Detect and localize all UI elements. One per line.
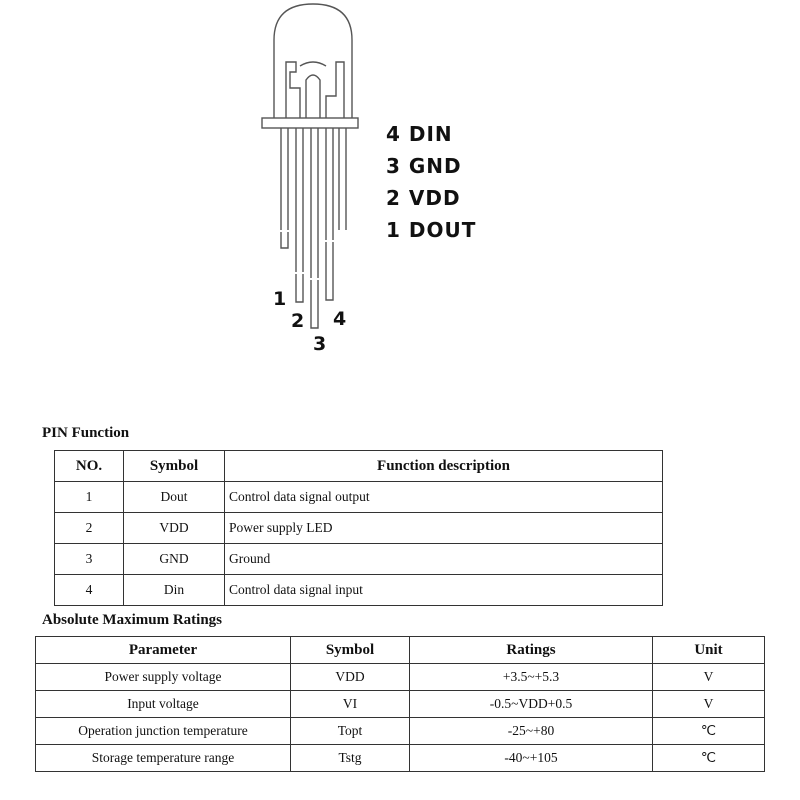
- lead-number-2: 2: [291, 310, 305, 332]
- pin-function-table: [54, 450, 663, 606]
- lead-number-1: 1: [273, 288, 287, 310]
- header-symbol: Symbol: [124, 451, 225, 482]
- header-symbol: Symbol: [291, 637, 410, 664]
- table-row: Operation junction temperature Topt -25~+80 ℃: [36, 718, 765, 745]
- header-function: Function description: [225, 451, 663, 482]
- header-unit: Unit: [653, 637, 765, 664]
- table-row: Storage temperature range Tstg -40~+105 ℃: [36, 745, 765, 772]
- header-parameter: Parameter: [36, 637, 291, 664]
- header-ratings: Ratings: [410, 637, 653, 664]
- table-row: 3 GND Ground: [55, 544, 663, 575]
- pin-legend-item: 2 VDD: [386, 186, 461, 210]
- table-row: 4 Din Control data signal input: [55, 575, 663, 606]
- pin-legend: [386, 118, 476, 246]
- lead-number-4: 4: [333, 308, 347, 330]
- table-row: 2 VDD Power supply LED: [55, 513, 663, 544]
- lead-2: [296, 128, 303, 302]
- pin-legend-item: 1 DOUT: [386, 218, 477, 242]
- table-row: 1 Dout Control data signal output: [55, 482, 663, 513]
- lead-number-3: 3: [313, 333, 327, 355]
- table-header-row: [36, 637, 765, 664]
- abs-max-title: Absolute Maximum Ratings: [42, 612, 223, 628]
- led-leadframe: [286, 62, 344, 118]
- led-flange: [262, 118, 358, 128]
- table-row: Power supply voltage VDD +3.5~+5.3 V: [36, 664, 765, 691]
- header-no: NO.: [55, 451, 124, 482]
- pin-legend-item: 3 GND: [386, 154, 462, 178]
- lead-1: [281, 128, 288, 248]
- lead-4: [326, 128, 333, 300]
- table-header-row: [55, 451, 663, 482]
- pin-legend-item: 4 DIN: [386, 122, 453, 146]
- lead-3: [311, 128, 318, 328]
- pin-function-title: PIN Function: [42, 425, 130, 441]
- table-row: Input voltage VI -0.5~VDD+0.5 V: [36, 691, 765, 718]
- abs-max-table: [35, 636, 765, 772]
